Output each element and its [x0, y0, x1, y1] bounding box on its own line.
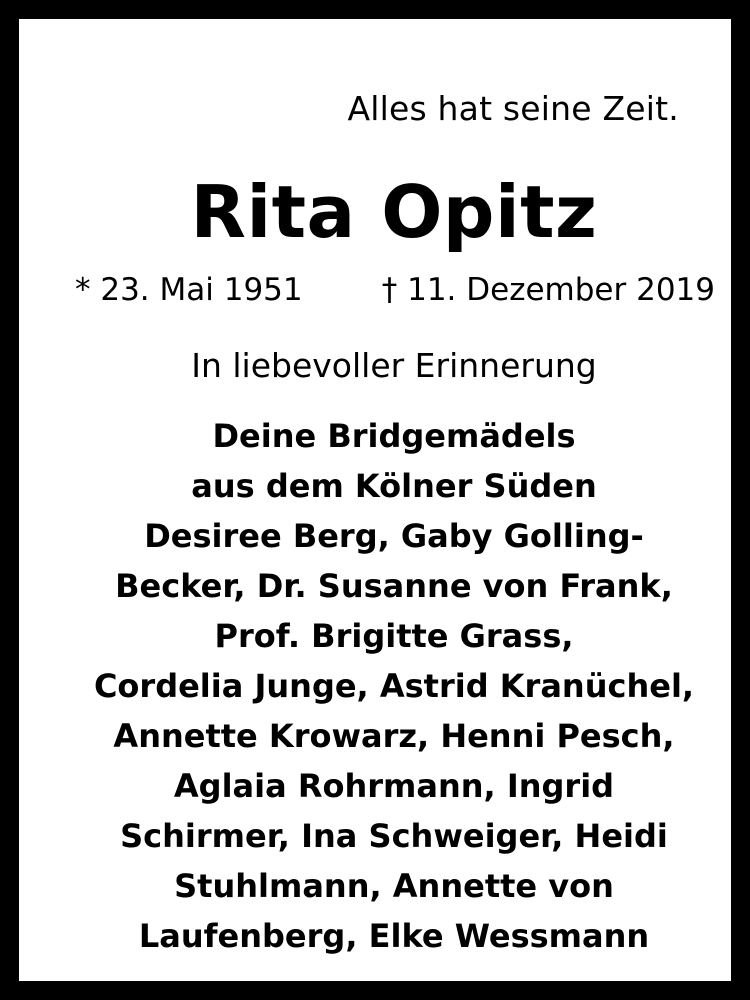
deceased-name: Rita Opitz: [190, 170, 598, 254]
signers-line: Schirmer, Ina Schweiger, Heidi: [120, 817, 668, 855]
signers-line: aus dem Kölner Süden: [191, 467, 597, 505]
memorial-phrase: In liebevoller Erinnerung: [191, 346, 597, 385]
signers-line: Deine Bridgemädels: [212, 417, 576, 455]
birth-date: * 23. Mai 1951: [75, 272, 303, 308]
signers-line: Laufenberg, Elke Wessmann: [138, 917, 650, 955]
death-date: † 11. Dezember 2019: [381, 272, 715, 308]
signers-line: Becker, Dr. Susanne von Frank,: [115, 567, 673, 605]
signers-block: [49, 411, 739, 961]
signers-line: Desiree Berg, Gaby Golling-: [144, 517, 644, 555]
motto: Alles hat seine Zeit.: [347, 89, 679, 128]
signers-line: Annette Krowarz, Henni Pesch,: [113, 717, 675, 755]
signers-line: Aglaia Rohrmann, Ingrid: [173, 767, 615, 805]
signers-line: Cordelia Junge, Astrid Kranüchel,: [93, 667, 695, 705]
signers-line: Stuhlmann, Annette von: [174, 867, 614, 905]
signers-line: Prof. Brigitte Grass,: [214, 617, 574, 655]
